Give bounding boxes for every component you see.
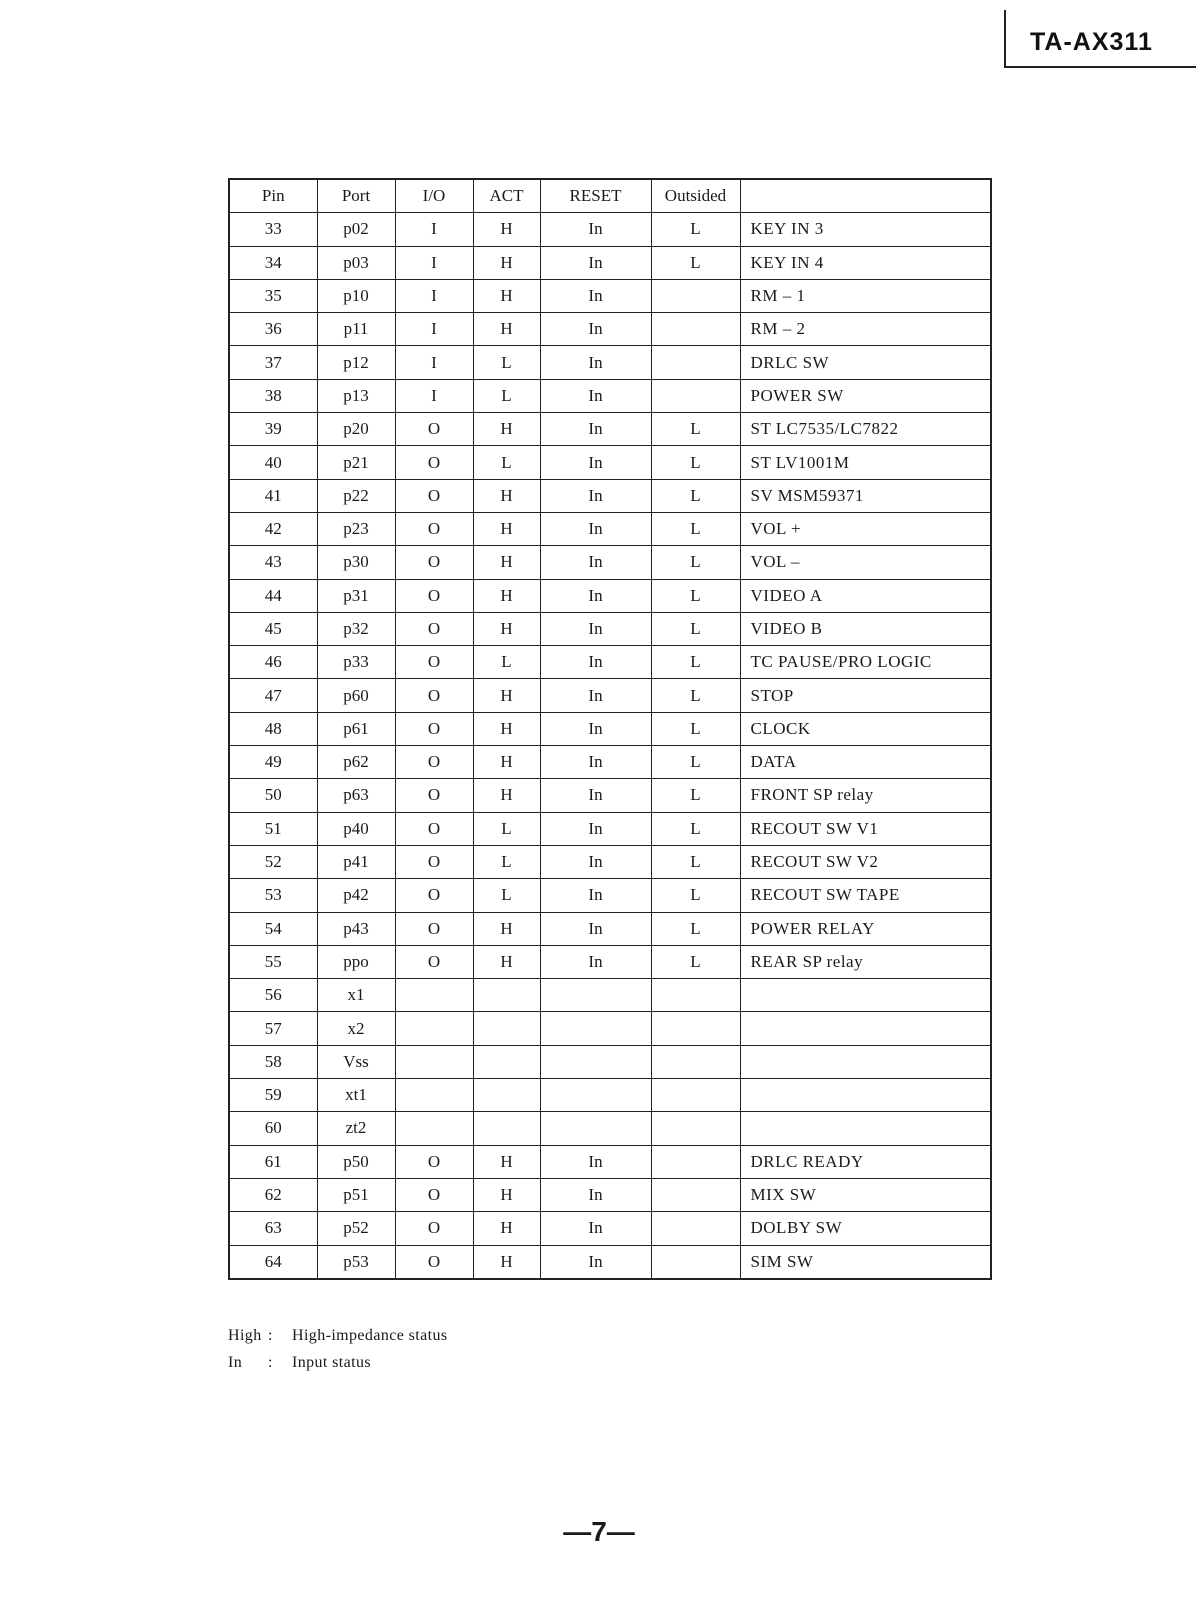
cell-pin: 60 — [229, 1112, 317, 1145]
cell-pin: 40 — [229, 446, 317, 479]
cell-pin: 38 — [229, 379, 317, 412]
cell-pin: 34 — [229, 246, 317, 279]
cell-function: RM – 2 — [740, 313, 991, 346]
cell-function — [740, 979, 991, 1012]
cell-reset: In — [540, 612, 651, 645]
note-in: In : Input status — [228, 1354, 372, 1371]
cell-io: O — [395, 446, 473, 479]
cell-function — [740, 1012, 991, 1045]
cell-pin: 46 — [229, 646, 317, 679]
cell-pin: 59 — [229, 1079, 317, 1112]
cell-pin: 57 — [229, 1012, 317, 1045]
cell-port: p22 — [317, 479, 395, 512]
cell-reset: In — [540, 1245, 651, 1279]
cell-pin: 39 — [229, 413, 317, 446]
cell-act: H — [473, 1145, 540, 1178]
cell-port: p53 — [317, 1245, 395, 1279]
cell-port: p63 — [317, 779, 395, 812]
cell-reset: In — [540, 912, 651, 945]
cell-function: RECOUT SW V2 — [740, 845, 991, 878]
cell-outsided: L — [651, 712, 740, 745]
cell-reset — [540, 979, 651, 1012]
cell-io — [395, 1012, 473, 1045]
cell-port: zt2 — [317, 1112, 395, 1145]
cell-outsided — [651, 346, 740, 379]
cell-function: VOL – — [740, 546, 991, 579]
table-row — [229, 679, 991, 712]
cell-port: p03 — [317, 246, 395, 279]
cell-port: p30 — [317, 546, 395, 579]
cell-outsided: L — [651, 446, 740, 479]
cell-reset: In — [540, 246, 651, 279]
table-row — [229, 512, 991, 545]
cell-outsided — [651, 1212, 740, 1245]
cell-function: POWER SW — [740, 379, 991, 412]
col-header-pin: Pin — [229, 179, 317, 213]
cell-function: FRONT SP relay — [740, 779, 991, 812]
cell-reset: In — [540, 845, 651, 878]
table-row — [229, 479, 991, 512]
cell-io: I — [395, 313, 473, 346]
table-body — [229, 213, 991, 1279]
cell-reset: In — [540, 1145, 651, 1178]
cell-reset: In — [540, 679, 651, 712]
cell-act: H — [473, 546, 540, 579]
cell-pin: 35 — [229, 279, 317, 312]
note-high: High : High-impedance status — [228, 1327, 448, 1344]
cell-outsided — [651, 313, 740, 346]
cell-pin: 41 — [229, 479, 317, 512]
cell-function: REAR SP relay — [740, 945, 991, 978]
cell-pin: 55 — [229, 945, 317, 978]
cell-outsided — [651, 979, 740, 1012]
cell-act: H — [473, 612, 540, 645]
cell-outsided: L — [651, 945, 740, 978]
cell-act: H — [473, 746, 540, 779]
cell-pin: 51 — [229, 812, 317, 845]
cell-port: ppo — [317, 945, 395, 978]
table-row — [229, 879, 991, 912]
cell-port: p11 — [317, 313, 395, 346]
cell-pin: 53 — [229, 879, 317, 912]
table-row — [229, 1178, 991, 1211]
cell-reset: In — [540, 812, 651, 845]
col-header-port: Port — [317, 179, 395, 213]
cell-pin: 54 — [229, 912, 317, 945]
cell-io: O — [395, 1212, 473, 1245]
table-row — [229, 446, 991, 479]
table-header-row — [229, 179, 991, 213]
cell-reset: In — [540, 379, 651, 412]
cell-outsided: L — [651, 812, 740, 845]
cell-reset: In — [540, 446, 651, 479]
table-row — [229, 313, 991, 346]
cell-function: CLOCK — [740, 712, 991, 745]
cell-reset: In — [540, 512, 651, 545]
table-row — [229, 1145, 991, 1178]
cell-io: O — [395, 912, 473, 945]
cell-port: p33 — [317, 646, 395, 679]
cell-act — [473, 1045, 540, 1078]
cell-reset: In — [540, 313, 651, 346]
cell-pin: 56 — [229, 979, 317, 1012]
cell-outsided — [651, 1178, 740, 1211]
cell-act: H — [473, 679, 540, 712]
cell-act: H — [473, 579, 540, 612]
cell-pin: 44 — [229, 579, 317, 612]
table-row — [229, 912, 991, 945]
cell-port: p12 — [317, 346, 395, 379]
cell-reset: In — [540, 1178, 651, 1211]
table-row — [229, 413, 991, 446]
cell-function — [740, 1112, 991, 1145]
table-row — [229, 945, 991, 978]
cell-reset: In — [540, 1212, 651, 1245]
cell-io: O — [395, 679, 473, 712]
cell-outsided: L — [651, 512, 740, 545]
cell-reset: In — [540, 546, 651, 579]
cell-function — [740, 1045, 991, 1078]
cell-io: O — [395, 712, 473, 745]
cell-pin: 62 — [229, 1178, 317, 1211]
cell-function: ST LV1001M — [740, 446, 991, 479]
cell-function: VIDEO B — [740, 612, 991, 645]
cell-io: O — [395, 812, 473, 845]
cell-port: p10 — [317, 279, 395, 312]
cell-act: L — [473, 646, 540, 679]
cell-io: I — [395, 346, 473, 379]
cell-io: O — [395, 1245, 473, 1279]
cell-act: H — [473, 479, 540, 512]
cell-pin: 52 — [229, 845, 317, 878]
cell-pin: 36 — [229, 313, 317, 346]
cell-act: H — [473, 279, 540, 312]
cell-port: p60 — [317, 679, 395, 712]
cell-function: VOL + — [740, 512, 991, 545]
cell-function: DATA — [740, 746, 991, 779]
cell-io: O — [395, 612, 473, 645]
cell-act — [473, 979, 540, 1012]
cell-pin: 64 — [229, 1245, 317, 1279]
cell-io: O — [395, 413, 473, 446]
cell-reset: In — [540, 279, 651, 312]
cell-act — [473, 1079, 540, 1112]
cell-act — [473, 1012, 540, 1045]
cell-act: H — [473, 246, 540, 279]
cell-reset: In — [540, 646, 651, 679]
cell-pin: 63 — [229, 1212, 317, 1245]
col-header-act: ACT — [473, 179, 540, 213]
cell-reset: In — [540, 346, 651, 379]
table-row — [229, 379, 991, 412]
cell-act: L — [473, 812, 540, 845]
table-row — [229, 812, 991, 845]
table-row — [229, 845, 991, 878]
cell-io: O — [395, 1178, 473, 1211]
cell-act: L — [473, 446, 540, 479]
table-row — [229, 246, 991, 279]
table-row — [229, 546, 991, 579]
cell-act: L — [473, 346, 540, 379]
table-row — [229, 1012, 991, 1045]
cell-outsided: L — [651, 779, 740, 812]
cell-reset: In — [540, 746, 651, 779]
cell-io: I — [395, 379, 473, 412]
cell-function: STOP — [740, 679, 991, 712]
table-row — [229, 712, 991, 745]
page-number: —7— — [563, 1516, 635, 1547]
cell-io: I — [395, 279, 473, 312]
cell-act: H — [473, 213, 540, 246]
cell-port: p52 — [317, 1212, 395, 1245]
cell-act: H — [473, 1212, 540, 1245]
cell-reset: In — [540, 579, 651, 612]
table-row — [229, 1212, 991, 1245]
cell-outsided — [651, 1112, 740, 1145]
cell-function: ST LC7535/LC7822 — [740, 413, 991, 446]
cell-port: p51 — [317, 1178, 395, 1211]
cell-function: VIDEO A — [740, 579, 991, 612]
cell-io: O — [395, 779, 473, 812]
cell-port: p41 — [317, 845, 395, 878]
cell-io — [395, 1079, 473, 1112]
cell-io: O — [395, 879, 473, 912]
cell-function — [740, 1079, 991, 1112]
cell-port: p42 — [317, 879, 395, 912]
cell-act: H — [473, 1178, 540, 1211]
cell-reset: In — [540, 945, 651, 978]
cell-io: O — [395, 945, 473, 978]
cell-function: DRLC SW — [740, 346, 991, 379]
table-row — [229, 779, 991, 812]
cell-port: p13 — [317, 379, 395, 412]
cell-reset: In — [540, 413, 651, 446]
cell-port: p40 — [317, 812, 395, 845]
cell-reset: In — [540, 712, 651, 745]
table-row — [229, 1079, 991, 1112]
cell-pin: 61 — [229, 1145, 317, 1178]
cell-outsided: L — [651, 746, 740, 779]
cell-function: SV MSM59371 — [740, 479, 991, 512]
cell-io: O — [395, 746, 473, 779]
cell-function: RECOUT SW TAPE — [740, 879, 991, 912]
cell-outsided — [651, 1012, 740, 1045]
cell-port: p62 — [317, 746, 395, 779]
cell-port: p23 — [317, 512, 395, 545]
cell-function: RECOUT SW V1 — [740, 812, 991, 845]
cell-act: H — [473, 779, 540, 812]
cell-outsided: L — [651, 679, 740, 712]
model-number: TA-AX311 — [1030, 28, 1153, 56]
cell-port: p32 — [317, 612, 395, 645]
cell-io — [395, 1045, 473, 1078]
cell-io: O — [395, 646, 473, 679]
cell-port: Vss — [317, 1045, 395, 1078]
cell-port: p61 — [317, 712, 395, 745]
cell-pin: 43 — [229, 546, 317, 579]
cell-outsided: L — [651, 646, 740, 679]
cell-outsided: L — [651, 246, 740, 279]
cell-outsided: L — [651, 912, 740, 945]
cell-pin: 48 — [229, 712, 317, 745]
cell-outsided: L — [651, 479, 740, 512]
cell-reset: In — [540, 879, 651, 912]
table-row — [229, 579, 991, 612]
cell-io — [395, 1112, 473, 1145]
cell-outsided: L — [651, 413, 740, 446]
cell-port: p02 — [317, 213, 395, 246]
cell-outsided: L — [651, 546, 740, 579]
cell-act: L — [473, 379, 540, 412]
cell-pin: 33 — [229, 213, 317, 246]
cell-function: MIX SW — [740, 1178, 991, 1211]
cell-outsided — [651, 1079, 740, 1112]
cell-act: H — [473, 712, 540, 745]
cell-function: KEY IN 3 — [740, 213, 991, 246]
cell-act: H — [473, 1245, 540, 1279]
table-row — [229, 612, 991, 645]
table-row — [229, 279, 991, 312]
pin-table — [228, 178, 992, 1280]
cell-pin: 37 — [229, 346, 317, 379]
cell-io: I — [395, 246, 473, 279]
cell-outsided — [651, 379, 740, 412]
cell-io: I — [395, 213, 473, 246]
cell-reset — [540, 1045, 651, 1078]
cell-pin: 58 — [229, 1045, 317, 1078]
table-row — [229, 746, 991, 779]
cell-reset — [540, 1079, 651, 1112]
cell-pin: 49 — [229, 746, 317, 779]
cell-reset: In — [540, 779, 651, 812]
cell-outsided: L — [651, 213, 740, 246]
cell-outsided — [651, 279, 740, 312]
cell-port: xt1 — [317, 1079, 395, 1112]
table-row — [229, 1045, 991, 1078]
cell-act — [473, 1112, 540, 1145]
cell-outsided: L — [651, 612, 740, 645]
cell-function: POWER RELAY — [740, 912, 991, 945]
cell-act: H — [473, 512, 540, 545]
table-row — [229, 1245, 991, 1279]
cell-port: x2 — [317, 1012, 395, 1045]
col-header-function — [740, 179, 991, 213]
cell-port: x1 — [317, 979, 395, 1012]
cell-act: L — [473, 879, 540, 912]
cell-pin: 42 — [229, 512, 317, 545]
cell-io: O — [395, 845, 473, 878]
col-header-outsided: Outsided — [651, 179, 740, 213]
table-row — [229, 646, 991, 679]
cell-io: O — [395, 512, 473, 545]
cell-pin: 47 — [229, 679, 317, 712]
cell-port: p20 — [317, 413, 395, 446]
cell-port: p31 — [317, 579, 395, 612]
cell-function: KEY IN 4 — [740, 246, 991, 279]
table-row — [229, 979, 991, 1012]
table-row — [229, 346, 991, 379]
cell-function: RM – 1 — [740, 279, 991, 312]
cell-function: TC PAUSE/PRO LOGIC — [740, 646, 991, 679]
cell-reset — [540, 1012, 651, 1045]
col-header-reset: RESET — [540, 179, 651, 213]
cell-port: p43 — [317, 912, 395, 945]
cell-function: SIM SW — [740, 1245, 991, 1279]
cell-reset: In — [540, 213, 651, 246]
legend-notes — [228, 1322, 447, 1376]
cell-port: p21 — [317, 446, 395, 479]
cell-io: O — [395, 546, 473, 579]
table-row — [229, 213, 991, 246]
cell-act: H — [473, 945, 540, 978]
cell-act: H — [473, 912, 540, 945]
col-header-io: I/O — [395, 179, 473, 213]
cell-function: DOLBY SW — [740, 1212, 991, 1245]
cell-io: O — [395, 1145, 473, 1178]
cell-outsided — [651, 1245, 740, 1279]
cell-outsided: L — [651, 879, 740, 912]
cell-reset — [540, 1112, 651, 1145]
cell-function: DRLC READY — [740, 1145, 991, 1178]
cell-outsided — [651, 1145, 740, 1178]
cell-outsided: L — [651, 845, 740, 878]
cell-pin: 45 — [229, 612, 317, 645]
cell-outsided — [651, 1045, 740, 1078]
cell-io — [395, 979, 473, 1012]
cell-act: H — [473, 313, 540, 346]
cell-pin: 50 — [229, 779, 317, 812]
cell-act: L — [473, 845, 540, 878]
cell-reset: In — [540, 479, 651, 512]
cell-act: H — [473, 413, 540, 446]
cell-io: O — [395, 479, 473, 512]
cell-outsided: L — [651, 579, 740, 612]
table-row — [229, 1112, 991, 1145]
cell-io: O — [395, 579, 473, 612]
cell-port: p50 — [317, 1145, 395, 1178]
